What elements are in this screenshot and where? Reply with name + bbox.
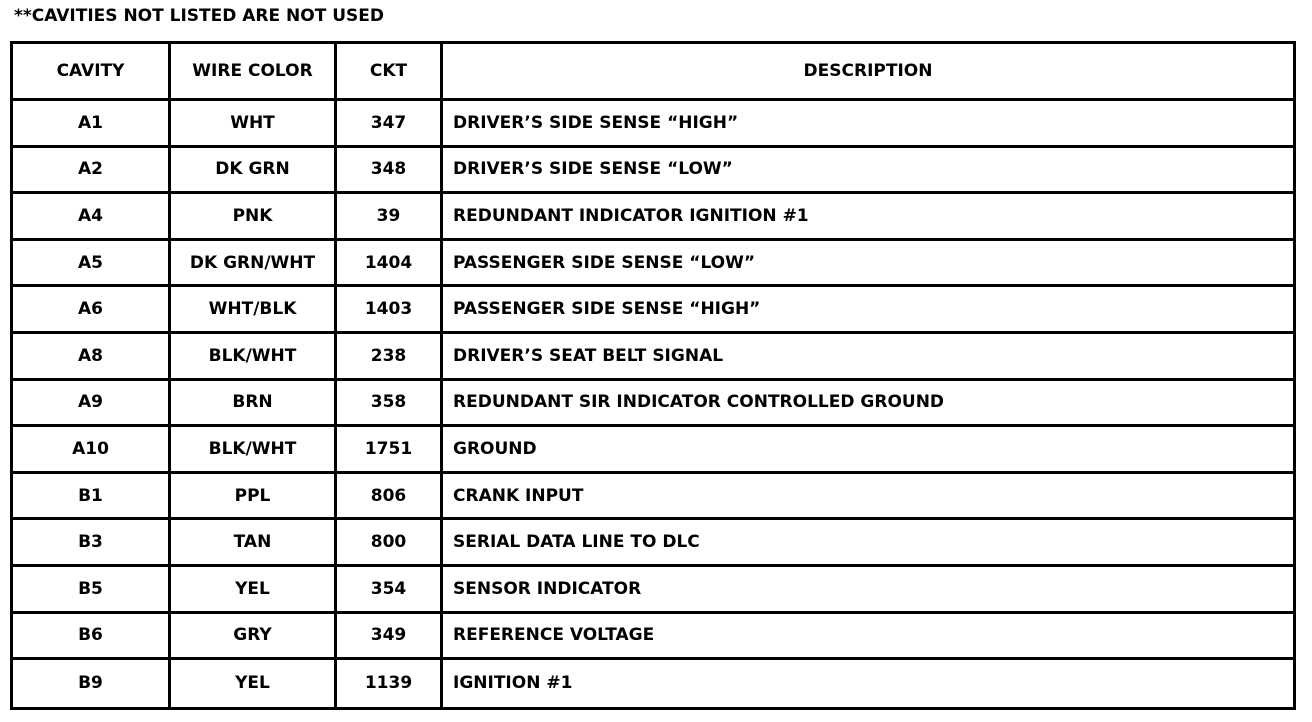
description-cell: SENSOR INDICATOR bbox=[453, 578, 642, 599]
ckt-cell: 358 bbox=[337, 381, 443, 425]
description-cell: PASSENGER SIDE SENSE “LOW” bbox=[453, 252, 756, 273]
cavities-note: **CAVITIES NOT LISTED ARE NOT USED bbox=[14, 6, 385, 26]
description-cell: DRIVER’S SIDE SENSE “HIGH” bbox=[453, 112, 739, 133]
wire-color-cell: PNK bbox=[171, 194, 337, 238]
ckt-cell: 348 bbox=[337, 148, 443, 192]
wire-color-cell: TAN bbox=[171, 520, 337, 564]
table-row bbox=[13, 614, 1293, 661]
cavity-cell: A4 bbox=[13, 194, 171, 238]
cavity-cell: A6 bbox=[13, 287, 171, 331]
wire-color-cell: BLK/WHT bbox=[171, 427, 337, 471]
description-cell: GROUND bbox=[453, 438, 537, 459]
cavity-cell: A2 bbox=[13, 148, 171, 192]
table-row bbox=[13, 567, 1293, 614]
ckt-cell: 349 bbox=[337, 614, 443, 658]
ckt-cell: 1139 bbox=[337, 660, 443, 707]
table-row bbox=[13, 241, 1293, 288]
ckt-cell: 1404 bbox=[337, 241, 443, 285]
wire-color-cell: BLK/WHT bbox=[171, 334, 337, 378]
cavity-cell: B5 bbox=[13, 567, 171, 611]
cavity-cell: B6 bbox=[13, 614, 171, 658]
wire-color-cell: PPL bbox=[171, 474, 337, 518]
description-cell: REDUNDANT SIR INDICATOR CONTROLLED GROUND bbox=[453, 392, 945, 413]
description-cell: SERIAL DATA LINE TO DLC bbox=[453, 532, 700, 553]
ckt-cell: 238 bbox=[337, 334, 443, 378]
cavity-cell: A9 bbox=[13, 381, 171, 425]
cavity-cell: A8 bbox=[13, 334, 171, 378]
connector-pinout-table bbox=[10, 41, 1296, 710]
table-row bbox=[13, 427, 1293, 474]
table-row bbox=[13, 148, 1293, 195]
table-row bbox=[13, 381, 1293, 428]
wire-color-cell: YEL bbox=[171, 567, 337, 611]
cavity-cell: A1 bbox=[13, 101, 171, 145]
table-row bbox=[13, 660, 1293, 707]
header-cavity: CAVITY bbox=[13, 44, 171, 98]
cavity-cell: A5 bbox=[13, 241, 171, 285]
description-cell: DRIVER’S SEAT BELT SIGNAL bbox=[453, 345, 724, 366]
header-ckt: CKT bbox=[337, 44, 443, 98]
cavity-cell: B3 bbox=[13, 520, 171, 564]
ckt-cell: 806 bbox=[337, 474, 443, 518]
header-wire-color: WIRE COLOR bbox=[171, 44, 337, 98]
wire-color-cell: DK GRN/WHT bbox=[171, 241, 337, 285]
cavity-cell: A10 bbox=[13, 427, 171, 471]
table-row bbox=[13, 474, 1293, 521]
description-cell: CRANK INPUT bbox=[453, 485, 584, 506]
ckt-cell: 347 bbox=[337, 101, 443, 145]
wire-color-cell: YEL bbox=[171, 660, 337, 707]
description-cell: REFERENCE VOLTAGE bbox=[453, 625, 655, 646]
description-cell: PASSENGER SIDE SENSE “HIGH” bbox=[453, 299, 761, 320]
wire-color-cell: BRN bbox=[171, 381, 337, 425]
wire-color-cell: WHT/BLK bbox=[171, 287, 337, 331]
ckt-cell: 1751 bbox=[337, 427, 443, 471]
header-description: DESCRIPTION bbox=[803, 61, 933, 81]
ckt-cell: 354 bbox=[337, 567, 443, 611]
table-row bbox=[13, 334, 1293, 381]
ckt-cell: 800 bbox=[337, 520, 443, 564]
wire-color-cell: GRY bbox=[171, 614, 337, 658]
table-body bbox=[13, 101, 1293, 707]
description-cell: IGNITION #1 bbox=[453, 673, 573, 694]
table-row bbox=[13, 101, 1293, 148]
description-cell: REDUNDANT INDICATOR IGNITION #1 bbox=[453, 205, 809, 226]
cavity-cell: B1 bbox=[13, 474, 171, 518]
ckt-cell: 39 bbox=[337, 194, 443, 238]
table-row bbox=[13, 287, 1293, 334]
description-cell: DRIVER’S SIDE SENSE “LOW” bbox=[453, 159, 733, 180]
ckt-cell: 1403 bbox=[337, 287, 443, 331]
table-row bbox=[13, 520, 1293, 567]
wire-color-cell: DK GRN bbox=[171, 148, 337, 192]
table-header-row bbox=[13, 44, 1293, 101]
wire-color-cell: WHT bbox=[171, 101, 337, 145]
cavity-cell: B9 bbox=[13, 660, 171, 707]
table-row bbox=[13, 194, 1293, 241]
